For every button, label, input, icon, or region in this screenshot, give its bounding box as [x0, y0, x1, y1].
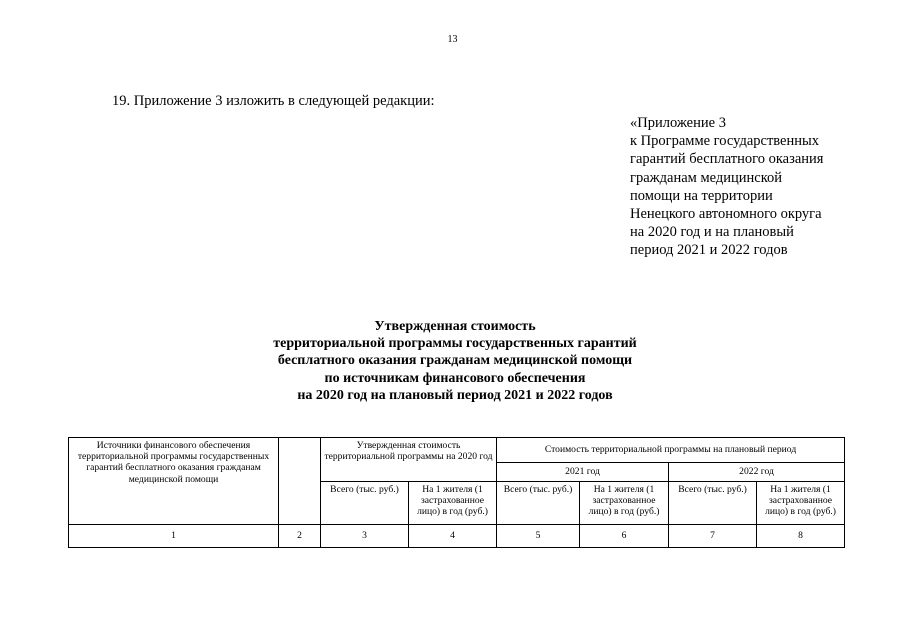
appendix-reference	[630, 114, 823, 260]
header-planned-period: Стоимость территориальной программы на плановый период	[497, 438, 845, 463]
header-total-2021: Всего (тыс. руб.)	[497, 482, 580, 525]
column-number: 1	[69, 525, 279, 548]
appendix-line: «Приложение 3	[630, 115, 726, 131]
column-number: 3	[321, 525, 409, 548]
cost-table	[68, 437, 845, 548]
title-line: территориальной программы государственных гарантий	[273, 336, 637, 352]
amendment-instruction: 19. Приложение 3 изложить в следующей редакции:	[112, 93, 435, 109]
document-title	[0, 318, 905, 404]
header-year-2021: 2021 год	[497, 463, 669, 482]
appendix-line: к Программе государственных	[630, 133, 820, 150]
header-approved-2020: Утвержденная стоимость территориальной программы на 2020 год	[321, 438, 497, 482]
header-per-capita-2020: На 1 жителя (1 застрахованное лицо) в год (руб.)	[409, 482, 497, 525]
header-year-2022: 2022 год	[669, 463, 845, 482]
header-blank	[279, 438, 321, 525]
column-number: 7	[669, 525, 757, 548]
title-line: по источникам финансового обеспечения	[324, 370, 586, 386]
column-number: 2	[279, 525, 321, 548]
appendix-line: гарантий бесплатного оказания	[630, 151, 824, 168]
title-line: на 2020 год на плановый период 2021 и 2022 годов	[297, 387, 613, 403]
header-total-2022: Всего (тыс. руб.)	[669, 482, 757, 525]
column-number: 4	[409, 525, 497, 548]
title-line: бесплатного оказания гражданам медицинской помощи	[277, 353, 633, 369]
title-line: Утвержденная стоимость	[374, 319, 536, 334]
appendix-line: период 2021 и 2022 годов	[630, 242, 788, 259]
header-per-capita-2021: На 1 жителя (1 застрахованное лицо) в год (руб.)	[580, 482, 669, 525]
appendix-line: гражданам медицинской	[630, 169, 783, 186]
header-total-2020: Всего (тыс. руб.)	[321, 482, 409, 525]
page-number: 13	[447, 34, 458, 45]
appendix-line: на 2020 год и на плановый	[630, 224, 794, 241]
header-per-capita-2022: На 1 жителя (1 застрахованное лицо) в год (руб.)	[757, 482, 845, 525]
appendix-line: Ненецкого автономного округа	[630, 206, 822, 223]
column-number: 8	[757, 525, 845, 548]
header-sources: Источники финансового обеспечения территориальной программы государственных гарантий бесплатного оказания гражданам медицинской помощи	[69, 438, 279, 525]
appendix-line: помощи на территории	[630, 187, 773, 204]
column-number: 6	[580, 525, 669, 548]
column-number: 5	[497, 525, 580, 548]
